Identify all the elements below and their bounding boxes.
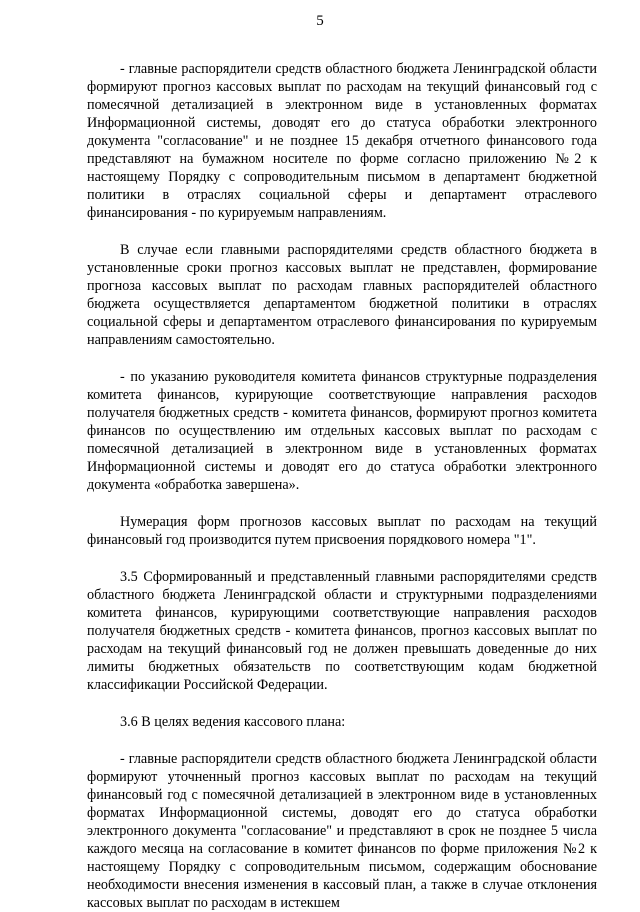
paragraph-form-numbering: Нумерация форм прогнозов кассовых выплат по расходам на текущий финансовый год производится путем присвоения порядкового номера "1".	[87, 514, 597, 548]
paragraph-main-distributors-forecast: - главные распорядители средств областного бюджета Ленинградской области формируют прогноз кассовых выплат по расходам на текущий финансовый год с помесячной детализацией в электронном виде в установленных форматах Информационной системы, доводят его до статуса обработки электронного документа "согласование" и не позднее 15 декабря отчетного финансового года представляют на бумажном носителе по форме согласно приложению №2 к настоящему Порядку с сопроводительным письмом в департамент бюджетной политики в отраслях социальной сферы и департамент отраслевого финансирования - по курируемым направлениям.	[87, 61, 597, 221]
page-number: 5	[316, 13, 324, 29]
paragraph-section-3-6: 3.6 В целях ведения кассового плана:	[120, 714, 346, 730]
paragraph-forecast-not-submitted: В случае если главными распорядителями средств областного бюджета в установленные сроки прогноз кассовых выплат не представлен, формирование прогноза кассовых выплат по расходам главных распорядителей областного бюджета осуществляется департаментом бюджетной политики в отраслях социальной сферы и департаментом отраслевого финансирования по курируемым направлениям самостоятельно.	[87, 242, 597, 348]
document-body	[87, 60, 597, 912]
paragraph-section-3-5: 3.5 Сформированный и представленный главными распорядителями средств областного бюджета Ленинградской области и структурными подразделениями комитета финансов, курирующими соответствующие направления расходов получателя бюджетных средств - комитета финансов, прогноз кассовых выплат по расходам на текущий финансовый год не должен превышать доведенные до них лимиты бюджетных обязательств по соответствующим кодам бюджетной классификации Российской Федерации.	[87, 569, 597, 693]
paragraph-finance-committee-units: - по указанию руководителя комитета финансов структурные подразделения комитета финансов, курирующие соответствующие направления расходов получателя бюджетных средств - комитета финансов, формируют прогноз комитета финансов по осуществлению им отдельных кассовых выплат по расходам с помесячной детализацией в электронном виде в установленных форматах Информационной системы и доводят его до статуса обработки электронного документа «обработка завершена».	[87, 369, 597, 493]
paragraph-refined-forecast: - главные распорядители средств областного бюджета Ленинградской области формируют уточненный прогноз кассовых выплат по расходам на текущий финансовый год с помесячной детализацией в электронном виде в установленных форматах Информационной системы, доводят его до статуса обработки электронного документа "согласование" и представляют в срок не позднее 5 числа каждого месяца на согласование в комитет финансов по форме приложения №2 к настоящему Порядку с сопроводительным письмом, содержащим обоснование необходимости внесения изменения в кассовый план, а также в случае отклонения кассовых выплат по расходам в истекшем	[87, 751, 597, 911]
